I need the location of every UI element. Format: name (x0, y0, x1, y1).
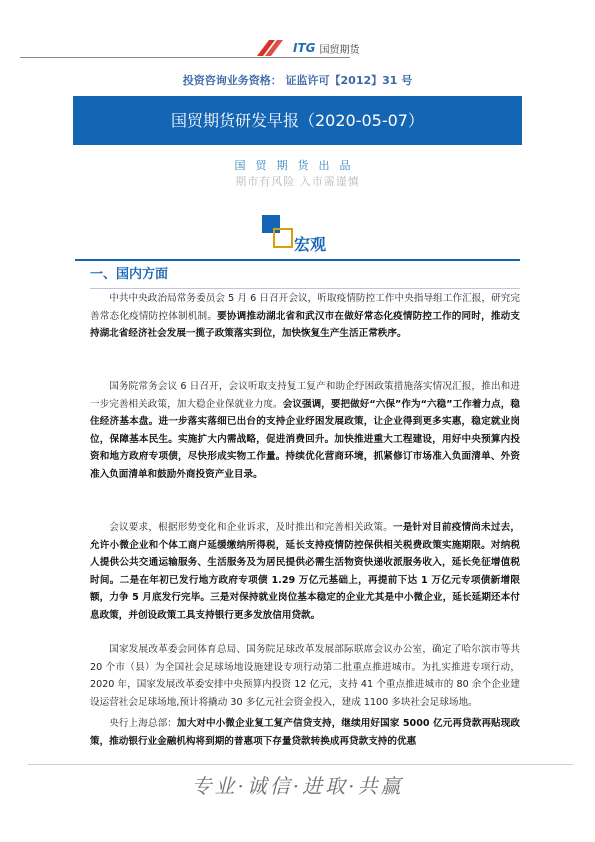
paragraph-text: 国务院常务会议 6 日召开，会议听取支持复工复产和助企纾困政策措施落实情况汇报，推出和进一步完善相关政策，加大稳企业保就业力度。 (90, 381, 520, 410)
license-line: 投资咨询业务资格： 证监许可【2012】31 号 (182, 74, 413, 87)
subsection-heading: 一、国内方面 (90, 267, 169, 282)
subsection-divider (90, 288, 520, 289)
paragraph-text: 央行上海总部： (109, 718, 177, 729)
paragraph-text: 会议要求，根据形势变化和企业诉求，及时推出和完善相关政策。 (109, 522, 393, 533)
section-marker-box-icon (273, 228, 293, 248)
section-divider (75, 259, 520, 261)
footer-motto: 专业·诚信·进取·共赢 (191, 774, 404, 798)
paragraph-text: 国家发展改革委会同体育总局、国务院足球改革发展部际联席会议办公室，确定了哈尔滨市等共 20 个市（县）为全国社会足球场地设施建设专项行动第二批重点推进城市。为扎实推进专项行动，2020 年，国家发展改革委安排中央预算内投资 12 亿元，支持 41 个重点推进城市的 80 余个企业建设运营社会足球场地,预计将撬动 30 多亿元社会资金投入，建成 1100 多块社会足球场地。 (90, 644, 520, 708)
paragraph-emphasis: 要协调推动湖北省和武汉市在做好常态化疫情防控工作的同时，推动支持湖北省经济社会发展一揽子政策落实到位，加快恢复生产生活正常秩序。 (90, 310, 521, 340)
paragraph-emphasis: 一是针对目前疫情尚未过去，允许小微企业和个体工商户延缓缴纳所得税，延长支持疫情防控保供相关税费政策实施期限。对纳税人提供公共交通运输服务、生活服务及为居民提供必需生活物资快递收派服务收入，延长免征增值税时间。二是在年初已发行地方政府专项债 1.29 万亿元基础上，再提前下达 1 万亿元专项债新增限额，力争 5 月底发行完毕。三是对保持就业岗位基本稳定的企业尤其是中小微企业，延长延期还本付息政策，并创设政策工具支持银行更多发放信用贷款。 (90, 522, 521, 621)
company-logo (255, 37, 360, 59)
logo-cn-text: 国贸期货 (319, 44, 360, 56)
paragraph-1 (90, 290, 520, 343)
paragraph-4 (90, 641, 520, 711)
paragraph-2 (90, 378, 520, 484)
logo-mark-icon (255, 38, 289, 58)
paragraph-3 (90, 519, 520, 625)
risk-slogan: 期市有风险 入市需谨慎 (235, 175, 360, 188)
paragraph-emphasis: 加大对中小微企业复工复产信贷支持，继续用好国家 5000 亿元再贷款再贴现政策，推动银行业金融机构将到期的普惠项下存量贷款转换成再贷款支持的优惠 (90, 718, 520, 747)
paragraph-5 (90, 715, 520, 751)
report-title-banner: 国贸期货研发早报（2020-05-07） (73, 96, 522, 145)
footer-divider (28, 764, 573, 765)
paragraph-text: 中共中央政治局常务委员会 5 月 6 日召开会议，听取疫情防控工作中央指导组工作汇报，研究完善常态化疫情防控体制机制。 (90, 293, 520, 322)
logo-text: ITG (293, 41, 316, 55)
section-title: 宏观 (294, 235, 327, 254)
paragraph-emphasis: 会议强调，要把做好“六保”作为“六稳”工作着力点，稳住经济基本盘。进一步落实落细已出台的支持企业纾困发展政策，让企业得到更多实惠，稳定就业岗位，保障基本民生。实施扩大内需战略，促进消费回升。加快推进重大工程建设，用好中央预算内投资和地方政府专项债，尽快形成实物工作量。持续优化营商环境，抓紧修订市场准入负面清单、外资准入负面清单和鼓励外商投资产业目录。 (90, 398, 520, 480)
report-subtitle: 国贸期货出品 (234, 159, 361, 172)
